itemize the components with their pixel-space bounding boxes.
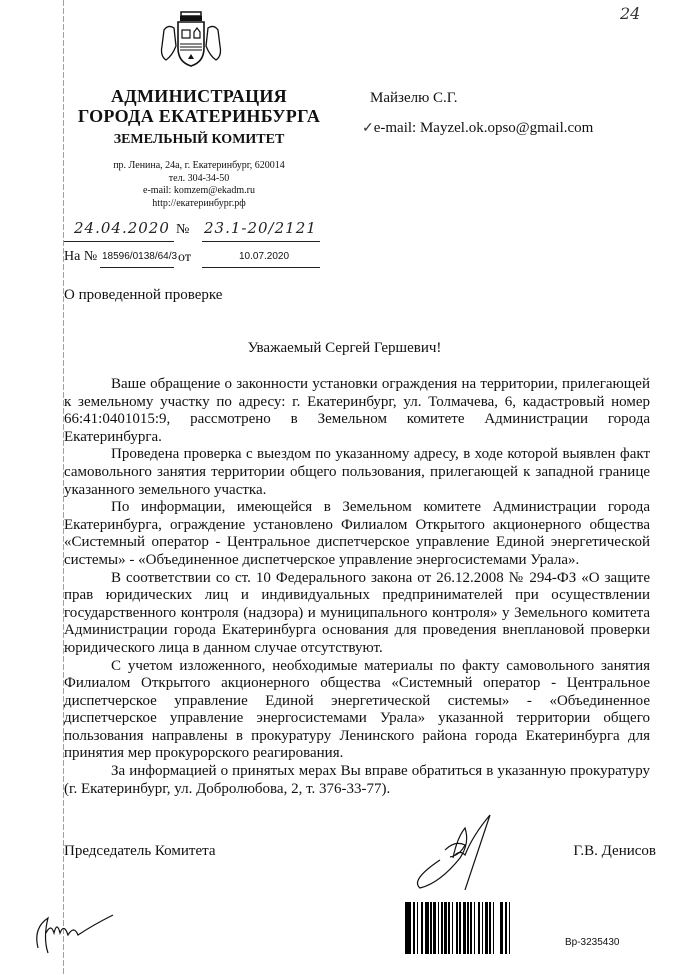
outgoing-number: 23.1-20/2121 (204, 219, 317, 237)
reply-date: 10.07.2020 (239, 251, 290, 262)
paragraph: С учетом изложенного, необходимые материалы по факту самовольного занятия Филиалом Открытого акционерного общества «Системный оператор - Центральное диспетчерское управление Единой энергетической системы» - «Объединенное диспетчерское управление энергосистемами Урала» указанной территории общего пользования направлены в прокуратуру Ленинского района города Екатеринбурга для принятия мер прокурорского реагирования. (64, 657, 650, 762)
signature-block (64, 843, 656, 860)
checkmark-icon: ✓ (362, 121, 374, 136)
handwritten-signature-icon (400, 810, 510, 890)
org-phone: тел. 304-34-50 (168, 172, 230, 184)
org-name-line1: АДМИНИСТРАЦИЯ (111, 86, 287, 106)
handwritten-initials-icon (28, 908, 118, 958)
paragraph: Ваше обращение о законности установки ограждения на территории, прилегающей к земельному участку по адресу: г. Екатеринбург, ул. Толмачева, 6, кадастровый номер 66:41:0401015:9, рассмотрено в Земельном комитете Администрации города Екатеринбурга. (64, 376, 650, 445)
org-contacts (64, 160, 334, 210)
barcode-id: Вр-3235430 (565, 937, 620, 948)
signatory-position: Председатель Комитета (64, 843, 216, 859)
reply-registration (64, 247, 374, 271)
page-number: 24 (620, 4, 641, 23)
reply-number: 18596/0138/64/3 (102, 251, 178, 262)
from-label: от (178, 250, 191, 265)
org-name-line2: ГОРОДА ЕКАТЕРИНБУРГА (77, 106, 321, 126)
paragraph: Проведена проверка с выездом по указанному адресу, в ходе которой выявлен факт самовольного занятия территории общего пользования, прилегающей к западной границе указанного земельного участка. (64, 446, 650, 498)
org-address: пр. Ленина, 24а, г. Екатеринбург, 620014 (113, 160, 285, 171)
letter-body (64, 376, 650, 798)
org-email: e-mail: komzem@ekadm.ru (143, 185, 255, 196)
coat-of-arms-icon (156, 10, 226, 72)
recipient-email: e-mail: Mayzel.ok.opso@gmail.com (373, 120, 594, 136)
org-department: ЗЕМЕЛЬНЫЙ КОМИТЕТ (113, 132, 285, 147)
barcode (405, 902, 559, 954)
org-website: http://екатеринбург.рф (152, 197, 246, 209)
letter-subject: О проведенной проверке (64, 287, 223, 303)
number-label: № (176, 222, 190, 237)
paragraph: В соответствии со ст. 10 Федерального закона от 26.12.2008 № 294-ФЗ «О защите прав юридических лиц и индивидуальных предпринимателей при осуществлении государственного контроля (надзора) и муниципального контроля» у Земельного комитета Администрации города Екатеринбурга основания для проведения внеплановой проверки юридического лица в данном случае отсутствуют. (64, 569, 650, 656)
recipient-name: Майзелю С.Г. (370, 90, 458, 106)
recipient-email-line (362, 120, 593, 137)
letterhead (64, 86, 334, 210)
signatory-name: Г.В. Денисов (573, 843, 656, 859)
greeting: Уважаемый Сергей Гершевич! (247, 340, 442, 356)
paragraph: За информацией о принятых мерах Вы вправе обратиться в указанную прокуратуру (г. Екатеринбург, ул. Добролюбова, 2, т. 376-33-77). (64, 763, 650, 797)
paragraph: По информации, имеющейся в Земельном комитете Администрации города Екатеринбурга, ограждение установлено Филиалом Открытого акционерного общества «Системный оператор - Центральное диспетчерское управление Единой энергетической системы» - «Объединенное диспетчерское управление энергосистемами Урала». (64, 499, 650, 568)
outgoing-date: 24.04.2020 (74, 219, 170, 237)
outgoing-registration (64, 219, 374, 243)
reply-prefix: На № (64, 249, 98, 264)
barcode-bar (510, 902, 514, 954)
